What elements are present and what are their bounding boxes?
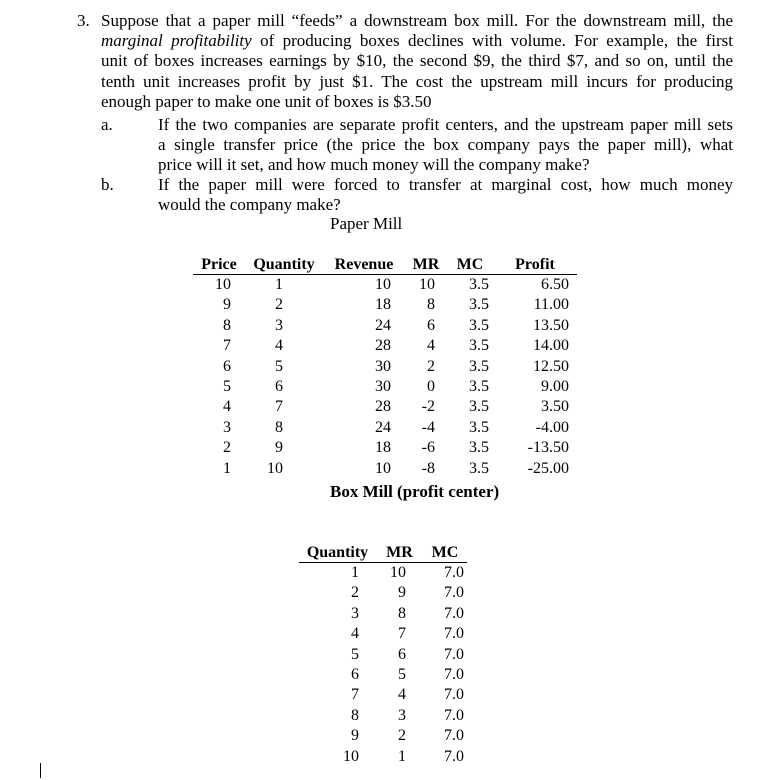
quantity-cell: 5 [275,357,283,375]
quantity-cell: 6 [351,666,359,684]
quantity-cell: 8 [275,418,283,436]
mr-cell: 7 [398,625,406,643]
intro-line: tenth unit increases profit by just $1. The cost the upstream mill incurs for producing [101,71,733,91]
header-quantity: Quantity [299,543,376,563]
table-row [299,624,467,644]
price-cell: 3 [223,418,231,436]
table-row [193,336,577,356]
mc-cell: 3.5 [469,459,489,477]
quantity-cell: 1 [351,564,359,581]
mr-cell: -2 [421,398,435,416]
table-row [193,316,577,336]
quantity-cell: 6 [275,378,283,396]
part-a-text [158,115,733,176]
header-mr: MR [376,543,423,563]
quantity-cell: 4 [275,337,283,355]
mr-cell: 6 [427,316,435,334]
mr-cell: -6 [421,439,435,457]
header-profit: Profit [493,255,577,275]
header-mr: MR [405,255,447,275]
table-row [299,685,467,705]
intro-line-2-text: of producing boxes declines with volume. For example, the first [260,31,733,51]
mr-cell: 0 [427,378,435,396]
quantity-cell: 7 [351,686,359,704]
intro-line: enough paper to make one unit of boxes is $3.50 [101,91,432,111]
mr-cell: 5 [398,666,406,684]
paper-mill-table [193,255,577,479]
quantity-cell: 7 [275,398,283,416]
mc-cell: 7.0 [444,564,464,581]
quantity-cell: 5 [351,645,359,663]
quantity-cell: 8 [351,706,359,724]
price-cell: 4 [223,398,231,416]
mc-cell: 7.0 [444,686,464,704]
quantity-cell: 2 [275,296,283,314]
mr-cell: -4 [421,418,435,436]
part-a-line: price will it set, and how much money will the company make? [158,155,590,175]
revenue-cell: 24 [375,418,391,436]
table-row [193,438,577,458]
question-number: 3. [77,11,90,30]
mr-cell: 2 [398,727,406,745]
mc-cell: 7.0 [444,727,464,745]
part-b-line: would the company make? [158,195,341,215]
price-cell: 5 [223,378,231,396]
mc-cell: 3.5 [469,378,489,396]
table-row [299,563,467,584]
mc-cell: 7.0 [444,747,464,765]
profit-cell: 6.50 [541,276,569,293]
box-mill-table [299,543,467,767]
part-b-text [158,175,733,215]
profit-cell: 11.00 [533,296,569,314]
price-cell: 1 [223,459,231,477]
text-cursor [40,763,41,778]
quantity-cell: 3 [275,316,283,334]
mr-cell: 8 [398,604,406,622]
table-row [299,583,467,603]
mc-cell: 7.0 [444,666,464,684]
price-cell: 10 [215,276,231,293]
table-row [299,645,467,665]
box-mill-title: Box Mill (profit center) [330,482,500,501]
mr-cell: 4 [427,337,435,355]
mc-cell: 3.5 [469,439,489,457]
mr-cell: 3 [398,706,406,724]
mr-cell: -8 [421,459,435,477]
part-a-label: a. [101,115,113,134]
table-row [193,459,577,479]
quantity-cell: 9 [275,439,283,457]
table-row [193,418,577,438]
profit-cell: -13.50 [527,439,569,457]
table-row [299,665,467,685]
revenue-cell: 10 [375,459,391,477]
mr-cell: 10 [390,564,406,581]
paper-mill-header-row [193,255,577,275]
price-cell: 8 [223,316,231,334]
price-cell: 9 [223,296,231,314]
table-row [193,357,577,377]
question-intro [101,11,733,112]
revenue-cell: 24 [375,316,391,334]
price-cell: 2 [223,439,231,457]
profit-cell: 3.50 [541,398,569,416]
revenue-cell: 18 [375,296,391,314]
profit-cell: -4.00 [535,418,569,436]
revenue-cell: 30 [375,357,391,375]
mc-cell: 3.5 [469,357,489,375]
profit-cell: -25.00 [527,459,569,477]
quantity-cell: 9 [351,727,359,745]
part-a-line: If the two companies are separate profit centers, and the upstream paper mill sets [158,115,733,134]
mr-cell: 4 [398,686,406,704]
price-cell: 6 [223,357,231,375]
table-row [193,377,577,397]
mc-cell: 7.0 [444,645,464,663]
price-cell: 7 [223,337,231,355]
mc-cell: 3.5 [469,418,489,436]
header-revenue: Revenue [323,255,405,275]
table-row [299,747,467,767]
profit-cell: 9.00 [541,378,569,396]
intro-line-2 [101,31,733,51]
quantity-cell: 2 [351,584,359,602]
revenue-cell: 30 [375,378,391,396]
mc-cell: 3.5 [469,296,489,314]
table-row [299,726,467,746]
mc-cell: 3.5 [469,276,489,293]
mc-cell: 3.5 [469,398,489,416]
header-price: Price [193,255,245,275]
mc-cell: 7.0 [444,584,464,602]
mr-cell: 8 [427,296,435,314]
revenue-cell: 28 [375,337,391,355]
profit-cell: 12.50 [533,357,569,375]
italic-term: marginal profitability [101,31,252,51]
header-quantity: Quantity [245,255,323,275]
header-mc: MC [447,255,493,275]
header-mc: MC [423,543,467,563]
quantity-cell: 3 [351,604,359,622]
part-a-line: a single transfer price (the price the box company pays the paper mill), what [158,135,733,155]
mc-cell: 7.0 [444,706,464,724]
table-row [299,706,467,726]
mr-cell: 9 [398,584,406,602]
part-b-label: b. [101,175,114,194]
mc-cell: 3.5 [469,337,489,355]
quantity-cell: 10 [267,459,283,477]
quantity-cell: 4 [351,625,359,643]
mr-cell: 6 [398,645,406,663]
mc-cell: 3.5 [469,316,489,334]
table-row [299,604,467,624]
intro-line: Suppose that a paper mill “feeds” a downstream box mill. For the downstream mill, the [101,11,733,30]
profit-cell: 14.00 [533,337,569,355]
mr-cell: 2 [427,357,435,375]
paper-mill-title: Paper Mill [330,214,403,233]
revenue-cell: 18 [375,439,391,457]
mr-cell: 1 [398,747,406,765]
quantity-cell: 10 [343,747,359,765]
quantity-cell: 1 [275,276,283,293]
revenue-cell: 10 [375,276,391,293]
profit-cell: 13.50 [533,316,569,334]
table-row [193,397,577,417]
mr-cell: 10 [419,276,435,293]
part-b-line: If the paper mill were forced to transfer at marginal cost, how much money [158,175,733,194]
table-row [193,295,577,315]
revenue-cell: 28 [375,398,391,416]
box-mill-header-row [299,543,467,563]
mc-cell: 7.0 [444,604,464,622]
intro-line: unit of boxes increases earnings by $10, the second $9, the third $7, and so on, until the [101,51,733,71]
table-row [193,275,577,296]
mc-cell: 7.0 [444,625,464,643]
